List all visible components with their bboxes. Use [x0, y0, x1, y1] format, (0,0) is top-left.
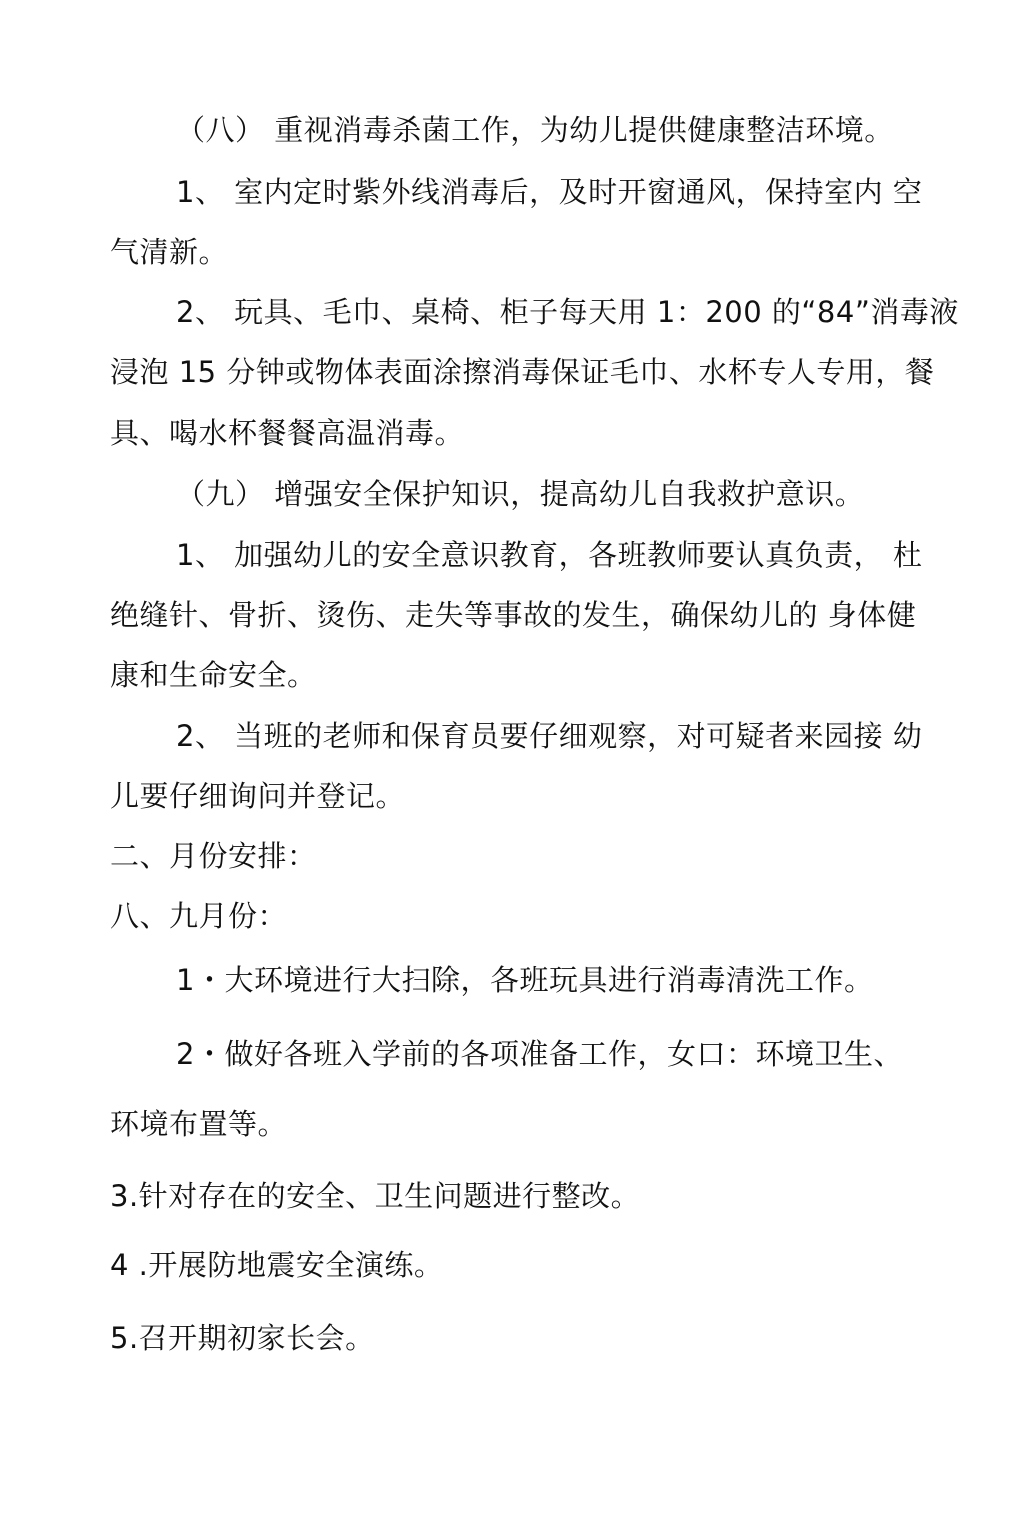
paragraph-line: 1、 加强幼儿的安全意识教育，各班教师要认真负责， 杜: [176, 538, 923, 572]
paragraph-line: 2、 玩具、毛巾、桌椅、柜子每天用 1：200 的“84”消毒液: [176, 295, 959, 329]
paragraph-line: 2、 当班的老师和保育员要仔细观察，对可疑者来园接 幼: [176, 719, 923, 753]
paragraph-line: 环境布置等。: [110, 1107, 288, 1141]
list-item: 2・做好各班入学前的各项准备工作，女口：环境卫生、: [176, 1037, 903, 1071]
subheading-aug-sep: 八、九月份：: [110, 899, 288, 933]
list-item: 1・大环境进行大扫除，各班玩具进行消毒清洗工作。: [176, 963, 874, 997]
paragraph-line: 1、 室内定时紫外线消毒后，及时开窗通风，保持室内 空: [176, 175, 923, 209]
paragraph-line: 气清新。: [110, 235, 229, 269]
section-heading-8: （八） 重视消毒杀菌工作，为幼儿提供健康整洁环境。: [176, 113, 894, 147]
paragraph-line: 浸泡 15 分钟或物体表面涂擦消毒保证毛巾、水杯专人专用，餐: [110, 355, 935, 389]
paragraph-line: 绝缝针、骨折、烫伤、走失等事故的发生，确保幼儿的 身体健: [110, 598, 917, 632]
section-heading-9: （九） 增强安全保护知识，提高幼儿自我救护意识。: [176, 477, 865, 511]
paragraph-line: 具、喝水杯餐餐高温消毒。: [110, 416, 465, 450]
paragraph-line: 儿要仔细询问并登记。: [110, 779, 406, 813]
list-item: 3.针对存在的安全、卫生问题进行整改。: [110, 1179, 641, 1213]
list-item: 5.召开期初家长会。: [110, 1321, 375, 1355]
paragraph-line: 康和生命安全。: [110, 658, 317, 692]
section-heading-month: 二、月份安排：: [110, 839, 317, 873]
list-item: 4 .开展防地震安全演练。: [110, 1248, 444, 1282]
